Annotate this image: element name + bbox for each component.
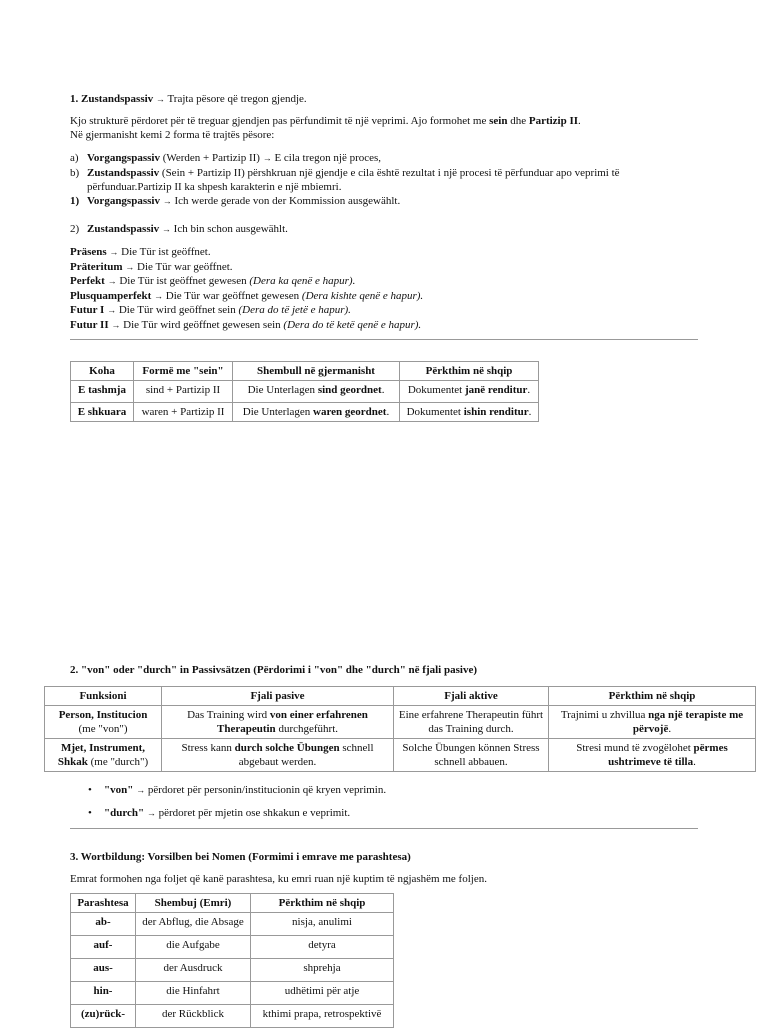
von-durch-table: [44, 686, 756, 772]
item-2-term: Zustandspassiv: [87, 223, 160, 235]
table-header: Funksioni: [45, 687, 162, 706]
table-cell: der Rückblick: [136, 1005, 251, 1028]
cell-bold: sind geordnet: [317, 384, 382, 396]
table-cell: [162, 739, 394, 772]
item-b-label: b): [70, 167, 80, 179]
cell-text: Das Training wird: [187, 709, 270, 721]
table-cell: detyra: [251, 936, 394, 959]
intro-partizip: Partizip II: [528, 115, 579, 127]
table-cell: [162, 706, 394, 739]
section2-title: 2. "von" oder "durch" in Passivsätzen (Përdorimi i "von" dhe "durch" në fjali pasive): [70, 664, 477, 676]
sein-table: [70, 361, 539, 422]
tense-de: Die Tür ist geöffnet gewesen: [119, 275, 247, 287]
tense-list: [70, 245, 423, 332]
intro-dhe: dhe: [507, 115, 529, 127]
item-b: [70, 166, 620, 180]
table-header: Përkthim në shqip: [549, 687, 756, 706]
tense-term: Futur II: [70, 318, 109, 331]
item-1: [70, 194, 400, 208]
bullet-text: përdoret për personin/institucionin që kryen veprimin.: [147, 784, 387, 796]
table-row: [71, 381, 539, 403]
table-header-row: [71, 894, 394, 913]
cell-text: Dokumentet: [406, 406, 464, 418]
table-cell: auf-: [71, 936, 136, 959]
item-b-cont: përfunduar.Partizip II ka shpesh karakterin e një mbiemri.: [87, 181, 342, 193]
table-cell: die Aufgabe: [136, 936, 251, 959]
table-cell: [45, 739, 162, 772]
table-row: [45, 739, 756, 772]
arrow-right-icon: →: [154, 290, 164, 301]
arrow-right-icon: →: [107, 276, 117, 286]
cell-text: Dokumentet: [407, 384, 465, 396]
table-row: [45, 706, 756, 739]
arrow-right-icon: →: [109, 247, 119, 257]
tense-line: [70, 303, 423, 318]
divider: [70, 339, 698, 340]
arrow-right-icon: →: [107, 305, 117, 315]
cell-bold: von einer erfahrenen Therapeutin: [217, 709, 368, 735]
table-header: Përkthim në shqip: [400, 362, 539, 381]
cell-text: .: [693, 756, 696, 768]
table-row: [71, 936, 394, 959]
item-2: [70, 222, 288, 236]
item-a-text: (Werden + Partizip II): [162, 152, 260, 164]
cell-bold: waren geordnet: [313, 406, 387, 418]
cell-text: .: [386, 406, 390, 418]
table-header: Fjali aktive: [394, 687, 549, 706]
cell-text: durchgeführt.: [275, 723, 338, 735]
tense-term: Präsens: [70, 246, 107, 258]
arrow-right-icon: →: [146, 808, 156, 818]
item-1-term: Vorgangspassiv: [87, 195, 160, 207]
table-row: [71, 1005, 394, 1028]
item-1-rest: Ich werde gerade von der Kommission ausgewählt.: [174, 195, 401, 207]
section1-title: 1. Zustandspassiv: [70, 93, 154, 105]
table-cell: udhëtimi për atje: [251, 982, 394, 1005]
cell-bold: Mjet, Instrument, Shkak: [57, 742, 145, 768]
table-header: Shembuj (Emri): [136, 894, 251, 913]
cell-text: (me "von"): [78, 723, 128, 735]
tense-line: [70, 274, 423, 289]
section3-intro: Emrat formohen nga foljet që kanë parashtesa, ku emri ruan një kuptim të ngjashëm me foljen.: [70, 873, 487, 885]
section1-heading: [70, 92, 307, 106]
arrow-right-icon: →: [262, 153, 272, 163]
table-cell: der Abflug, die Absage: [136, 913, 251, 936]
tense-sq: (Dera ka qenë e hapur).: [249, 275, 356, 287]
table-cell: die Hinfahrt: [136, 982, 251, 1005]
tense-sq: (Dera do të ketë qenë e hapur).: [283, 318, 422, 331]
table-cell: [45, 706, 162, 739]
item-a-rest: E cila tregon një proces,: [274, 152, 382, 164]
table-cell: [400, 381, 539, 403]
cell-text: Die Unterlagen: [242, 406, 314, 418]
tense-line: [70, 318, 423, 333]
table-cell: [233, 381, 400, 403]
cell-text: Stresi mund të zvogëlohet: [576, 742, 694, 754]
item-b-term: Zustandspassiv: [87, 167, 160, 179]
tense-term: Futur I: [70, 304, 105, 316]
table-header: Fjali pasive: [162, 687, 394, 706]
table-cell: nisja, anulimi: [251, 913, 394, 936]
table-header: Shembull në gjermanisht: [233, 362, 400, 381]
table-header: Koha: [71, 362, 134, 381]
table-cell: [233, 403, 400, 422]
table-cell: sind + Partizip II: [134, 381, 233, 403]
tense-de: Die Tür wird geöffnet sein: [118, 304, 236, 316]
tense-de: Die Tür war geöffnet gewesen: [165, 289, 300, 302]
tense-line: [70, 245, 423, 260]
table-cell: der Ausdruck: [136, 959, 251, 982]
bullet-term: "durch": [104, 807, 145, 819]
cell-text: Die Unterlagen: [247, 384, 318, 396]
intro-text: Kjo strukturë përdoret për të treguar gjendjen pas përfundimit të një veprimi. Ajo formohet me: [70, 115, 490, 127]
table-row: [71, 913, 394, 936]
cell-text: Trajnimi u zhvillua: [560, 709, 649, 721]
cell-bold: ishin renditur: [463, 406, 529, 418]
cell-bold: durch solche Übungen: [234, 742, 340, 754]
cell-text: .: [527, 384, 531, 396]
table-row: [71, 403, 539, 422]
tense-de: Die Tür wird geöffnet gewesen sein: [123, 318, 281, 331]
tense-term: Präteritum: [70, 260, 123, 273]
item-b-text: (Sein + Partizip II) përshkruan një gjendje e cila është rezultat i një procesi të përfunduar apo veprimi të: [161, 167, 620, 179]
tense-sq: (Dera kishte qenë e hapur).: [301, 289, 424, 302]
table-cell: shprehja: [251, 959, 394, 982]
list-item: [88, 783, 386, 806]
table-cell: (zu)rück-: [71, 1005, 136, 1028]
table-row: [71, 982, 394, 1005]
cell-bold: janë renditur: [464, 384, 528, 396]
prefix-table: [70, 893, 394, 1028]
section3-title: 3. Wortbildung: Vorsilben bei Nomen (Formimi i emrave me parashtesa): [70, 851, 411, 863]
cell-bold: nga një terapiste me përvojë: [632, 709, 744, 735]
cell-text: (me "durch"): [87, 756, 149, 768]
tense-line: [70, 260, 423, 275]
table-header: Formë me "sein": [134, 362, 233, 381]
cell-text: schnell abgebaut werden.: [238, 742, 374, 768]
table-cell: Eine erfahrene Therapeutin führt das Training durch.: [394, 706, 549, 739]
table-cell: hin-: [71, 982, 136, 1005]
arrow-right-icon: →: [155, 94, 165, 104]
cell-text: .: [668, 723, 672, 735]
table-cell: aus-: [71, 959, 136, 982]
section1-intro: [70, 114, 698, 128]
cell-bold: përmes ushtrimeve të tilla: [608, 742, 728, 768]
divider: [70, 828, 698, 829]
section1-title-rest: Trajta pësore që tregon gjendje.: [167, 93, 307, 105]
item-2-label: 2): [70, 223, 80, 235]
table-cell: [549, 739, 756, 772]
table-cell: [400, 403, 539, 422]
table-cell: [549, 706, 756, 739]
item-a-term: Vorgangspassiv: [87, 152, 160, 164]
tense-de: Die Tür war geöffnet.: [137, 260, 233, 273]
arrow-right-icon: →: [111, 319, 121, 330]
section1-intro2: Në gjermanisht kemi 2 forma të trajtës pësore:: [70, 129, 275, 141]
table-header-row: [71, 362, 539, 381]
table-cell: waren + Partizip II: [134, 403, 233, 422]
item-2-rest: Ich bin schon ausgewählt.: [173, 223, 288, 235]
arrow-right-icon: →: [161, 224, 171, 234]
table-header: Përkthim në shqip: [251, 894, 394, 913]
tense-term: Plusquamperfekt: [70, 289, 152, 302]
table-header: Parashtesa: [71, 894, 136, 913]
table-cell: E tashmja: [71, 381, 134, 403]
item-a: [70, 151, 381, 165]
tense-line: [70, 289, 423, 304]
table-row: [71, 959, 394, 982]
arrow-right-icon: →: [136, 785, 146, 795]
table-cell: ab-: [71, 913, 136, 936]
arrow-right-icon: →: [125, 261, 135, 272]
item-1-label: 1): [70, 195, 80, 207]
tense-sq: (Dera do të jetë e hapur).: [238, 304, 351, 316]
table-cell: E shkuara: [71, 403, 134, 422]
cell-text: .: [381, 384, 385, 396]
tense-de: Die Tür ist geöffnet.: [121, 246, 211, 258]
table-cell: kthimi prapa, retrospektivë: [251, 1005, 394, 1028]
cell-bold: Person, Institucion: [58, 709, 148, 721]
table-cell: Solche Übungen können Stress schnell abbauen.: [394, 739, 549, 772]
item-a-label: a): [70, 152, 79, 164]
bullet-text: përdoret për mjetin ose shkakun e veprimit.: [158, 807, 351, 819]
usage-bullets: [88, 783, 386, 829]
arrow-right-icon: →: [162, 196, 172, 206]
table-header-row: [45, 687, 756, 706]
bullet-term: "von": [104, 784, 134, 796]
cell-text: .: [528, 406, 532, 418]
tense-term: Perfekt: [70, 275, 105, 287]
intro-sein: sein: [489, 115, 508, 127]
list-item: [88, 806, 386, 829]
intro-end: .: [578, 115, 581, 127]
cell-text: Stress kann: [181, 742, 235, 754]
